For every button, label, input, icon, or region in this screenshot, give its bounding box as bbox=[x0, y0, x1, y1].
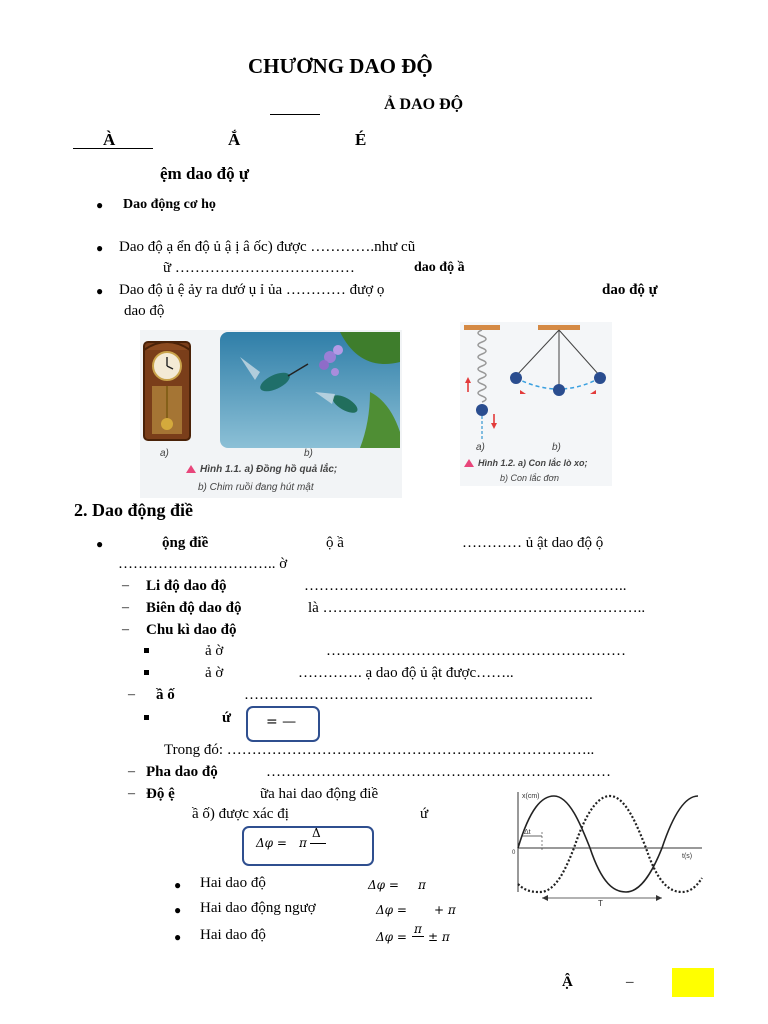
item-period-label: Chu kì dao độ bbox=[146, 622, 237, 638]
s2-intro-line2: ………………………….. ờ bbox=[118, 556, 288, 572]
dash: – bbox=[128, 786, 135, 801]
bullet-definition-line2a: ữ ……………………………… bbox=[163, 260, 355, 276]
pendulum-clock-image bbox=[140, 336, 195, 444]
case-quadrature-rhs: ± π bbox=[428, 930, 450, 944]
dash: – bbox=[122, 578, 129, 593]
footer-dash: – bbox=[626, 974, 634, 990]
case-in-phase-lhs: Δφ = bbox=[368, 878, 399, 892]
square-bullet bbox=[144, 670, 149, 675]
square-bullet bbox=[144, 715, 149, 720]
section-2-title: 2. Dao động điề bbox=[74, 500, 194, 520]
figure-1-caption-line1: Hình 1.1. a) Đồng hồ quả lắc; bbox=[186, 464, 337, 475]
bullet-definition-line1: Dao độ ạ ển độ ủ ậ ị â ốc) được ………….như cũ bbox=[119, 239, 416, 255]
item-displacement-label: Li độ dao độ bbox=[146, 578, 227, 594]
bullet-mechanical-oscillation: Dao động cơ họ bbox=[123, 197, 216, 212]
graph-origin-label: 0 bbox=[512, 850, 516, 856]
phase-difference-graph bbox=[512, 788, 708, 912]
bullet-forced-line2: dao độ bbox=[124, 303, 165, 319]
case-quadrature-frac-bar bbox=[412, 936, 424, 937]
where-text: Trong đó: ……………………………………………………………….. bbox=[164, 742, 595, 758]
subtitle-underline bbox=[270, 114, 320, 115]
section-heading-mid1: Ắ bbox=[228, 130, 241, 149]
figure-2a-label: a) bbox=[476, 442, 485, 453]
footer-text: Ậ bbox=[562, 974, 573, 990]
dash: – bbox=[122, 622, 129, 637]
item-displacement-rest: ……………………………………………………….. bbox=[304, 578, 627, 594]
footer-highlight-box bbox=[672, 968, 714, 997]
case-antiphase-lhs: Δφ = bbox=[376, 903, 407, 917]
dash: – bbox=[128, 687, 135, 702]
item-frequency-rest: ……………………………………………………………. bbox=[244, 687, 593, 703]
frequency-formula-label: ứ bbox=[222, 710, 232, 726]
period-sub1-rest: …………………………………………………… bbox=[326, 643, 626, 659]
case-quadrature-lhs: Δφ = bbox=[376, 930, 407, 944]
case-antiphase-text: Hai dao động ngượ bbox=[200, 900, 316, 916]
item-phase-rest: …………………………………………………………… bbox=[266, 764, 611, 780]
case-quadrature-text: Hai dao độ bbox=[200, 927, 266, 943]
square-bullet bbox=[144, 648, 149, 653]
item-phase-diff-line2: ầ ố) được xác đị bbox=[192, 806, 289, 822]
case-in-phase-rhs: π bbox=[418, 878, 426, 892]
item-amplitude-rest: là ……………………………………………………….. bbox=[308, 600, 646, 616]
lesson-title: Ả DAO ĐỘ bbox=[384, 96, 464, 113]
figure-2b-label: b) bbox=[552, 442, 561, 453]
item-frequency-label: ầ ố bbox=[156, 687, 175, 703]
item-phase-label: Pha dao độ bbox=[146, 764, 218, 780]
dash: – bbox=[128, 764, 135, 779]
chapter-title: CHƯƠNG DAO ĐỘ bbox=[248, 54, 433, 78]
section-heading-mid2: É bbox=[355, 130, 367, 149]
case-antiphase-rhs: + π bbox=[434, 903, 456, 917]
graph-period-label: T bbox=[598, 899, 603, 908]
s2-intro-line1c: ………… ủ ật dao độ ộ bbox=[462, 535, 604, 551]
phase-diff-frac-bar bbox=[310, 843, 326, 844]
figure-1a-label: a) bbox=[160, 448, 169, 459]
bullet-dot: ● bbox=[174, 903, 182, 917]
s2-intro-line1a: ộng điề bbox=[162, 535, 209, 551]
bullet-dot: ● bbox=[96, 537, 104, 551]
bullet-dot: ● bbox=[96, 241, 104, 255]
bullet-dot: ● bbox=[96, 198, 104, 212]
item-phase-diff-label: Độ ệ bbox=[146, 786, 175, 802]
subheading-concept: ệm dao độ ự bbox=[160, 164, 250, 183]
figure-1-caption-line2: b) Chim ruồi đang hút mật bbox=[198, 482, 314, 493]
bullet-dot: ● bbox=[174, 930, 182, 944]
section-heading-left: À bbox=[103, 130, 116, 149]
figure-2 bbox=[460, 322, 612, 486]
figure-1 bbox=[140, 330, 402, 498]
graph-x-label: t(s) bbox=[682, 853, 693, 860]
bullet-dot: ● bbox=[174, 878, 182, 892]
phase-diff-formula-lhs: Δφ = bbox=[256, 836, 287, 850]
graph-y-label: x(cm) bbox=[522, 793, 540, 800]
case-quadrature-pi: π bbox=[414, 922, 422, 936]
case-in-phase-text: Hai dao độ bbox=[200, 875, 266, 891]
dash: – bbox=[122, 600, 129, 615]
bullet-forced-line1b: dao độ ự bbox=[602, 282, 658, 298]
phase-diff-formula-pi: π bbox=[299, 836, 307, 850]
period-sub2-text: ả ờ bbox=[205, 665, 224, 681]
phase-diff-frac-top: Δ bbox=[312, 826, 321, 840]
period-sub2-rest: …………. ạ dao độ ủ ật được…….. bbox=[298, 665, 514, 681]
bullet-forced-line1a: Dao độ ủ ệ ảy ra dướ ụ ỉ ủa ………… đượ ọ bbox=[119, 282, 385, 298]
graph-dt-label: Δt bbox=[524, 829, 531, 836]
item-amplitude-label: Biên độ dao độ bbox=[146, 600, 242, 616]
frequency-formula: = — bbox=[266, 714, 297, 730]
period-sub1-text: ả ờ bbox=[205, 643, 224, 659]
figure-2-caption-line1: Hình 1.2. a) Con lắc lò xo; bbox=[464, 458, 588, 468]
item-phase-diff-line2b: ứ bbox=[420, 806, 429, 822]
figure-2-caption-line2: b) Con lắc đơn bbox=[500, 473, 559, 483]
item-phase-diff-rest: ữa hai dao động điề bbox=[260, 786, 379, 802]
hummingbird-image bbox=[220, 332, 400, 448]
figure-1b-label: b) bbox=[304, 448, 313, 459]
bullet-dot: ● bbox=[96, 284, 104, 298]
spring-pendulum-image bbox=[460, 322, 612, 450]
bullet-definition-line2b: dao độ ầ bbox=[414, 260, 465, 275]
s2-intro-line1b: ộ ầ bbox=[326, 535, 344, 551]
